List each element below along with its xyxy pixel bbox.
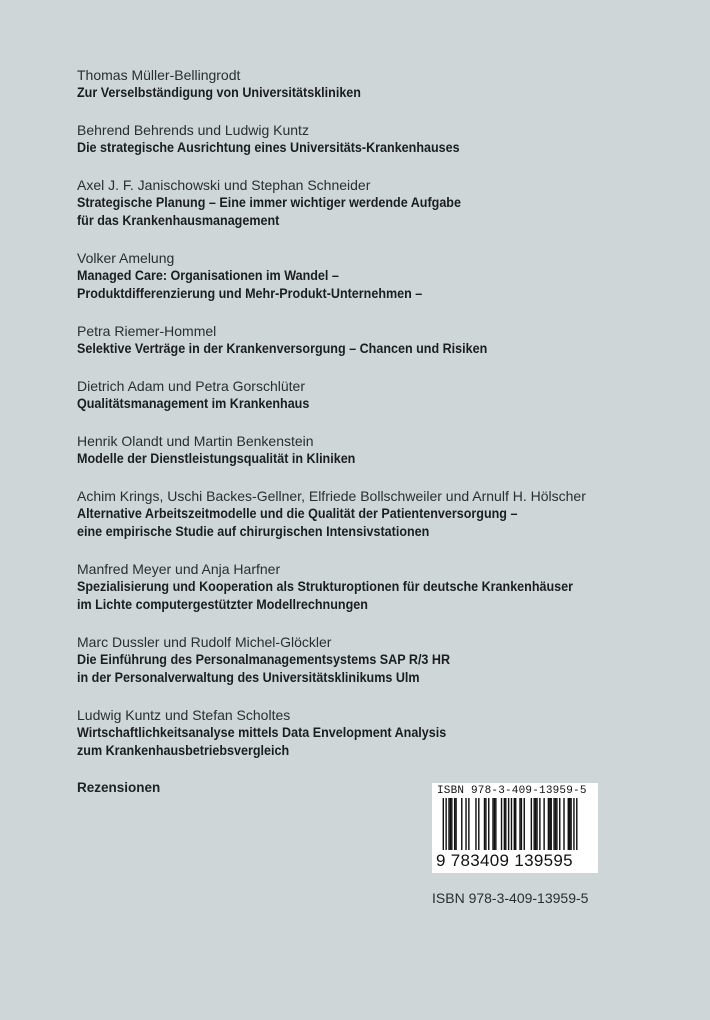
barcode-bar <box>492 798 493 850</box>
barcode-bar <box>549 798 550 850</box>
barcode-bar <box>536 798 537 850</box>
entry-author: Dietrich Adam und Petra Gorschlüter <box>77 378 305 394</box>
entry-title-line: Zur Verselbständigung von Universitätskliniken <box>77 85 361 100</box>
barcode-bar <box>514 798 515 850</box>
entry-author: Manfred Meyer und Anja Harfner <box>77 561 281 577</box>
barcode-bar <box>519 798 520 850</box>
barcode-bar <box>511 798 512 850</box>
barcode-bar <box>454 798 455 850</box>
barcode-bar <box>484 798 485 850</box>
barcode-bar <box>548 798 549 850</box>
entry-title-line: Die Einführung des Personalmanagementsystems SAP R/3 HR <box>77 652 451 667</box>
entry-title-line: Modelle der Dienstleistungsqualität in Kliniken <box>77 451 356 466</box>
entry-title-line: Managed Care: Organisationen im Wandel – <box>77 268 339 283</box>
barcode-bar <box>494 798 495 850</box>
entry-title-line: eine empirische Studie auf chirurgischen Intensivstationen <box>77 524 430 539</box>
barcode-bar <box>559 798 560 850</box>
contents-entry <box>77 322 687 358</box>
barcode-bar <box>556 798 557 850</box>
barcode-bar <box>465 798 466 850</box>
entry-title-line: Wirtschaftlichkeitsanalyse mittels Data Envelopment Analysis <box>77 725 447 740</box>
barcode-bar <box>576 798 577 850</box>
contents-entry <box>77 560 687 614</box>
entry-title-line: zum Krankenhausbetriebsvergleich <box>77 743 290 758</box>
barcode-bar <box>551 798 552 850</box>
entry-title-line: im Lichte computergestützter Modellrechnungen <box>77 597 368 612</box>
barcode-bar <box>461 798 462 850</box>
barcode <box>432 783 598 873</box>
barcode-digits: 9 783409 139595 <box>436 851 573 870</box>
barcode-bar <box>495 798 496 850</box>
entry-author: Marc Dussler und Rudolf Michel-Glöckler <box>77 634 332 650</box>
entry-author: Petra Riemer-Hommel <box>77 323 217 339</box>
barcode-bar <box>543 798 544 850</box>
isbn-text: ISBN 978-3-409-13959-5 <box>432 890 589 906</box>
barcode-bar <box>478 798 479 850</box>
contents-entry <box>77 633 687 687</box>
contents-entry <box>77 249 687 303</box>
barcode-bar <box>443 798 444 850</box>
barcode-bar <box>451 798 452 850</box>
barcode-bar <box>568 798 569 850</box>
barcode-bar <box>445 798 446 850</box>
entry-author: Henrik Olandt und Martin Benkenstein <box>77 433 314 449</box>
contents-entry <box>77 487 687 541</box>
contents-entry <box>77 121 687 157</box>
barcode-bar <box>570 798 571 850</box>
entry-author: Volker Amelung <box>77 250 175 266</box>
entry-title-line: Alternative Arbeitszeitmodelle und die Qualität der Patientenversorgung – <box>77 506 518 521</box>
entry-title-line: für das Krankenhausmanagement <box>77 213 280 228</box>
barcode-isbn-label: ISBN 978-3-409-13959-5 <box>437 785 587 797</box>
barcode-bars <box>436 798 594 850</box>
entry-title-line: Selektive Verträge in der Krankenversorgung – Chancen und Risiken <box>77 341 488 356</box>
barcode-bar <box>569 798 570 850</box>
entry-list <box>77 66 687 760</box>
barcode-bar <box>475 798 476 850</box>
entry-author: Thomas Müller-Bellingrodt <box>77 67 241 83</box>
entry-title-line: Spezialisierung und Kooperation als Strukturoptionen für deutsche Krankenhäuser <box>77 579 574 594</box>
entry-title-line: Produktdifferenzierung und Mehr-Produkt-Unternehmen – <box>77 286 423 301</box>
barcode-bar <box>535 798 536 850</box>
barcode-bar <box>508 798 509 850</box>
barcode-bar <box>488 798 489 850</box>
barcode-bar <box>505 798 506 850</box>
entry-title-line: in der Personalverwaltung des Universitätsklinikums Ulm <box>77 670 420 685</box>
barcode-bar <box>504 798 505 850</box>
barcode-bar <box>524 798 525 850</box>
barcode-bar <box>553 798 554 850</box>
contents-entry <box>77 377 687 413</box>
entry-author: Achim Krings, Uschi Backes-Gellner, Elfriede Bollschweiler und Arnulf H. Hölscher <box>77 488 586 504</box>
contents-entry <box>77 706 687 760</box>
reviews-heading: Rezensionen <box>77 780 161 795</box>
barcode-bar <box>485 798 486 850</box>
barcode-bar <box>533 798 534 850</box>
entry-author: Ludwig Kuntz und Stefan Scholtes <box>77 707 291 723</box>
barcode-bar <box>521 798 522 850</box>
entry-title-line: Strategische Planung – Eine immer wichtiger werdende Aufgabe <box>77 195 461 210</box>
barcode-bar <box>501 798 502 850</box>
contents-entry <box>77 66 687 102</box>
barcode-bar <box>563 798 564 850</box>
barcode-bar <box>450 798 451 850</box>
barcode-bar <box>455 798 456 850</box>
entry-title-line: Qualitätsmanagement im Krankenhaus <box>77 396 310 411</box>
entry-author: Behrend Behrends und Ludwig Kuntz <box>77 122 309 138</box>
contents-entry <box>77 176 687 230</box>
barcode-bar <box>531 798 532 850</box>
table-of-contents <box>77 66 687 797</box>
contents-entry <box>77 432 687 468</box>
barcode-bar <box>468 798 469 850</box>
barcode-bar <box>448 798 449 850</box>
barcode-bar <box>539 798 540 850</box>
barcode-bar <box>555 798 556 850</box>
barcode-bar <box>515 798 516 850</box>
entry-title-line: Die strategische Ausrichtung eines Universitäts-Krankenhauses <box>77 140 460 155</box>
entry-author: Axel J. F. Janischowski und Stephan Schneider <box>77 177 371 193</box>
barcode-bar <box>573 798 574 850</box>
